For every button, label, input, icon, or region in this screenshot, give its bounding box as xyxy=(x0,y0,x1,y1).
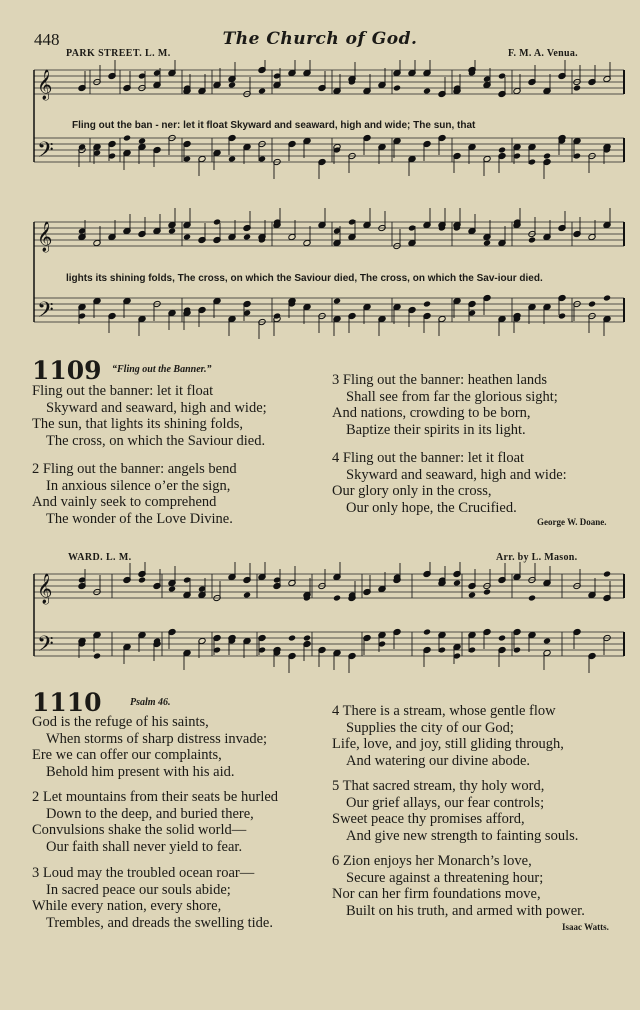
note-head xyxy=(528,594,536,601)
note-head xyxy=(243,591,251,598)
running-head: The Church of God. xyxy=(222,29,418,49)
treble-clef-icon: 𝄞 xyxy=(37,222,53,252)
note-head xyxy=(483,239,491,246)
hymn-number: 1110 xyxy=(32,688,102,717)
note-head xyxy=(543,637,551,644)
lyrics-line-2: lights its shining folds, The cross, on which the Saviour died, The cross, on which the Sav-iour died. xyxy=(66,273,543,284)
note-head xyxy=(423,87,431,94)
composer-name: F. M. A. Venua. xyxy=(508,48,578,59)
treble-clef-icon: 𝄞 xyxy=(37,70,53,100)
hymn-author: George W. Doane. xyxy=(537,517,607,527)
note-head xyxy=(258,87,266,94)
hymn-verse-6: 6 Zion enjoys her Monarch’s love, Secure against a threatening hour; Nor can her firm foundations move, Built on his truth, and armed with power. xyxy=(332,853,585,919)
hymn-title: “Fling out the Banner.” xyxy=(112,364,212,375)
hymn-verse-1: Fling out the banner: let it float Skyward and seaward, high and wide; The sun, that lights its shining folds, The cross, on which the Saviour died. xyxy=(32,383,267,449)
hymn-verse-4: 4 Fling out the banner: let it float Skyward and seaward, high and wide: Our glory only in the cross, Our only hope, the Crucified. xyxy=(332,450,567,516)
hymn-verse-1: God is the refuge of his saints, When storms of sharp distress invade; Ere we can offer our complaints, Behold him present with his aid. xyxy=(32,714,268,780)
hymn-author: Isaac Watts. xyxy=(562,922,609,932)
note-head xyxy=(228,155,236,162)
note-head xyxy=(138,576,146,583)
note-head xyxy=(588,300,596,307)
tune-name: PARK STREET. L. M. xyxy=(66,48,171,59)
arranger-name: Arr. by L. Mason. xyxy=(496,552,578,563)
note-head xyxy=(453,579,461,586)
bass-clef-icon: 𝄢 xyxy=(37,138,54,168)
note-head xyxy=(468,591,476,598)
note-head xyxy=(168,585,176,592)
note-head xyxy=(183,233,191,240)
note-head xyxy=(498,634,506,641)
note-head xyxy=(333,297,341,304)
hymn-verse-3: 3 Loud may the troubled ocean roar— In sacred peace our souls abide; While every nation, every shore, Trembles, and dreads the swelling tide. xyxy=(32,865,273,931)
note-head xyxy=(123,134,131,141)
hymn-number: 1109 xyxy=(32,356,102,385)
treble-clef-icon: 𝄞 xyxy=(37,574,53,604)
note-head xyxy=(138,137,146,144)
note-head xyxy=(333,594,341,601)
note-head xyxy=(603,294,611,301)
note-head xyxy=(423,628,431,635)
note-head xyxy=(288,634,296,641)
hymn-verse-2: 2 Let mountains from their seats be hurled Down to the deep, and buried there, Convulsions shake the solid world— Our faith shall never yield to fear. xyxy=(32,789,279,855)
note-head xyxy=(603,570,611,577)
page-number: 448 xyxy=(34,30,60,49)
note-head xyxy=(228,81,236,88)
hymn-verse-5: 5 That sacred stream, thy holy word, Our grief allays, our fear controls; Sweet peace thy promises afford, And give new strength to fainting souls. xyxy=(332,778,579,844)
note-head xyxy=(393,84,401,91)
note-head xyxy=(93,652,101,659)
note-head xyxy=(168,227,176,234)
note-head xyxy=(528,236,536,243)
note-head xyxy=(243,233,251,240)
bass-clef-icon: 𝄢 xyxy=(37,632,54,662)
note-head xyxy=(573,84,581,91)
note-head xyxy=(498,146,506,153)
note-head xyxy=(483,588,491,595)
hymn-verse-2: 2 Fling out the banner: angels bend In anxious silence o’er the sign, And vainly seek to comprehend The wonder of the Love Divine. xyxy=(32,461,237,527)
music-system-3 xyxy=(32,562,626,690)
lyrics-line-1: Fling out the ban - ner: let it float Skyward and seaward, high and wide; The sun, that xyxy=(72,120,476,131)
note-head xyxy=(303,634,311,641)
bass-clef-icon: 𝄢 xyxy=(37,298,54,328)
hymn-verse-4: 4 There is a stream, whose gentle flow Supplies the city of our God; Life, love, and joy, still gliding through, And watering our divine abode. xyxy=(332,703,564,769)
note-head xyxy=(543,152,551,159)
hymn-verse-3: 3 Fling out the banner: heathen lands Shall see from far the glorious sight; And nations, crowding to be born, Baptize their spirits in its light. xyxy=(332,372,558,438)
hymn-title: Psalm 46. xyxy=(130,697,171,708)
tune-name: WARD. L. M. xyxy=(68,552,132,563)
note-head xyxy=(423,300,431,307)
